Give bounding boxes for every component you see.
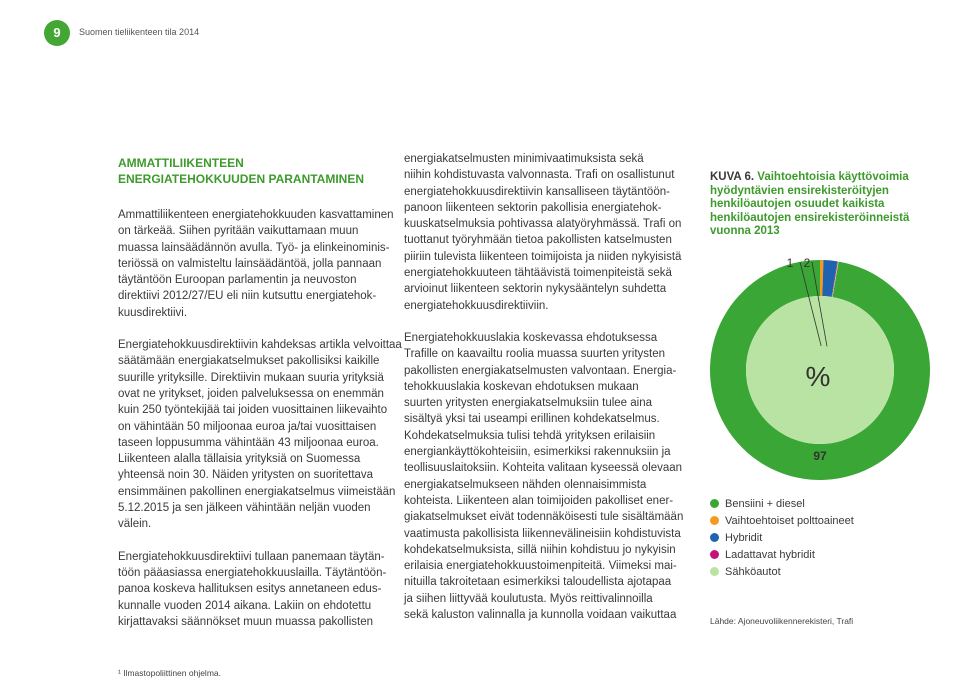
text-line: ovat ne yritykset, joiden palveluksessa on enemmän — [118, 387, 384, 400]
figure-number: KUVA 6. — [710, 171, 755, 183]
text-line: kirjattavaksi säännökset muun muassa pakollisten — [118, 615, 374, 628]
paragraph — [404, 330, 684, 623]
text-line: yhteensä noin 30. Näiden yritysten on suoritettava — [118, 469, 374, 482]
text-line: piiriin tulevista liikenteen toimijoista ja niiden nykyisistä — [404, 250, 682, 263]
text-line: giakatselmukset eivät todennäköisesti tule sisältämään — [404, 511, 684, 524]
legend-label: Bensiini + diesel — [725, 498, 805, 510]
text-line: töön pääasiassa energiatehokkuuslailla. Täytäntöön- — [118, 566, 387, 579]
text-line: suurten yritysten energiakatselmuksiin tulee aina — [404, 397, 653, 410]
text-line: kohdekatselmuksista, sillä niihin kohdistuu jo nykyisin — [404, 543, 676, 556]
text-line: Trafille on kaavailtu roolia muassa suurten yritysten — [404, 348, 665, 361]
figure-source: Lähde: Ajoneuvoliikennerekisteri, Trafi — [710, 616, 854, 626]
legend-item — [710, 496, 854, 513]
page-number-badge: 9 — [44, 20, 70, 46]
text-line: taseen loppusumma vähintään 43 miljoonaa euroa. — [118, 436, 379, 449]
text-line: Energiatehokkuusdirektiivin kahdeksas artikla velvoittaa — [118, 339, 402, 352]
legend-swatch — [710, 516, 719, 525]
heading-line: ENERGIATEHOKKUUDEN PARANTAMINEN — [118, 172, 364, 186]
paragraph — [118, 207, 394, 321]
legend-swatch — [710, 533, 719, 542]
data-label: 97 — [813, 449, 827, 463]
text-line: nituilla takroitetaan esimerkiksi taloudellista ajotapaa — [404, 576, 672, 589]
text-line: energiatehokkuusdirektiivin kansalliseen täytäntöön- — [404, 185, 670, 198]
text-line: direktiivi 2012/27/EU eli niin kutsuttu energiatehok- — [118, 290, 377, 303]
text-line: Liikenteen alalla tällaisia yrityksiä on Suomessa — [118, 453, 361, 466]
text-line: energiakatselmusten minimivaatimuksista sekä — [404, 153, 644, 165]
text-line: sekä kaluston valinnalla ja kunnolla voidaan vaikuttaa — [404, 609, 677, 622]
figure-title-line: Vaihtoehtoisia käyttövoimia — [757, 171, 909, 183]
text-line: Kohdekatselmuksia tulisi tehdä yrityksen erilaisiin — [404, 429, 656, 442]
text-line: Energiatehokkuusdirektiivi tullaan panemaan täytän- — [118, 550, 385, 563]
text-line: 5.12.2015 ja sen jälkeen vähintään neljän vuoden — [118, 502, 371, 515]
text-line: kunnalle vuoden 2014 aikana. Lakiin on ehdotettu — [118, 599, 372, 612]
legend-swatch — [710, 550, 719, 559]
text-line: kuuskatselmuksia pohtivassa alatyöryhmässä. Trafi on — [404, 218, 682, 231]
text-line: sisältyä yksi tai useampi erillinen kohdekatselmus. — [404, 413, 660, 426]
text-line: on tärkeää. Siihen pyritään vaikuttamaan muun — [118, 225, 359, 238]
text-line: panoa koskeva hallituksen esitys annetaneen edus- — [118, 583, 382, 596]
text-line: ja siihen liittyvää koulutusta. Myös reittivalinnoilla — [404, 592, 653, 605]
text-line: erilaisia energiatehokkuustoimenpiteitä. Viimeksi mai- — [404, 560, 677, 573]
text-line: pakollisten energiakatselmusten valvontaan. Energia- — [404, 364, 677, 377]
chart-legend — [710, 496, 854, 581]
center-label: % — [805, 361, 831, 392]
legend-swatch — [710, 567, 719, 576]
text-line: Ammattiliikenteen energiatehokkuuden kasvattaminen — [118, 209, 394, 221]
text-line: kuusdirektiivi. — [118, 306, 188, 319]
text-line: energiankäyttökohteisiin, esimerkiksi rakennuksiin ja — [404, 446, 671, 459]
text-line: tehokkuuslakia koskevan ehdotuksen mukaan — [404, 380, 639, 393]
figure-title — [710, 171, 950, 239]
section-heading — [118, 155, 388, 187]
text-line: tuottanut työryhmään tietoa pakollisten katselmusten — [404, 234, 672, 247]
text-column-2 — [404, 151, 684, 639]
text-line: on vähintään 50 miljoonaa euroa ja/tai vuosittaisen — [118, 420, 377, 433]
figure-title-line: henkilöautojen ensirekisteröinneistä — [710, 211, 910, 224]
legend-item — [710, 564, 854, 581]
outer-label: 1 — [786, 256, 794, 270]
paragraph — [404, 151, 684, 314]
legend-item — [710, 547, 854, 564]
paragraph — [118, 549, 394, 630]
heading-line: AMMATTILIIKENTEEN — [118, 156, 244, 170]
legend-label: Sähköautot — [725, 566, 781, 578]
legend-swatch — [710, 499, 719, 508]
text-line: välein. — [118, 518, 152, 531]
paragraph — [118, 337, 402, 533]
legend-label: Vaihtoehtoiset polttoaineet — [725, 515, 854, 527]
legend-item — [710, 513, 854, 530]
legend-label: Ladattavat hybridit — [725, 549, 815, 561]
outer-label: 2 — [803, 256, 811, 270]
text-line: energiatehokkuusdirektiiviin. — [404, 299, 549, 312]
footnote: ¹ Ilmastopoliittinen ohjelma. — [118, 668, 221, 678]
text-line: säätämään energiakatselmukset pakollisiksi kaikille — [118, 355, 380, 368]
running-title: Suomen tieliikenteen tila 2014 — [79, 27, 200, 37]
text-line: muassa lainsäädännön avulla. Työ- ja elinkeinominis- — [118, 241, 390, 254]
donut-chart — [700, 240, 940, 490]
text-line: energiakatselmukseen nähden olennaisimmista — [404, 478, 647, 491]
text-line: ensimmäinen pakollinen energiakatselmus viimeistään — [118, 485, 396, 498]
text-line: arvioinut liikenteen sektorin nykysääntelyn suhdetta — [404, 283, 667, 296]
text-line: Energiatehokkuuslakia koskevassa ehdotuksessa — [404, 331, 658, 344]
text-line: teollisuuslaitoksiin. Kohteita valitaan kyseessä olevaan — [404, 462, 683, 475]
figure-title-line: henkilöautojen osuudet kaikista — [710, 198, 885, 210]
text-line: täytäntöön Euroopan parlamentin ja neuvoston — [118, 274, 357, 287]
text-column-1 — [118, 207, 402, 646]
text-line: niihin kohdistuvasta valvonnasta. Trafi on osallistunut — [404, 169, 675, 182]
text-line: teriössä on valmisteltu lainsäädäntöä, jolla pannaan — [118, 257, 382, 270]
text-line: suurille yrityksille. Direktiivin mukaan suuria yrityksiä — [118, 371, 384, 384]
text-line: panoon liikenteen sektorin pakollisia energiatehok- — [404, 201, 662, 214]
text-line: energiatehokkuuteen tähtäävistä toimenpiteistä sekä — [404, 267, 672, 280]
figure-title-line: hyödyntävien ensirekisteröityjen — [710, 184, 889, 197]
legend-label: Hybridit — [725, 532, 763, 544]
figure-title-line: vuonna 2013 — [710, 225, 780, 237]
text-line: kohteista. Liikenteen alan toimijoiden pakolliset ener- — [404, 494, 674, 507]
text-line: vaatimusta pakollisista liikennevälineisiin kohdistuvista — [404, 527, 681, 540]
text-line: kuin 250 työntekijää tai joiden vuosittainen liikevaihto — [118, 404, 388, 417]
legend-item — [710, 530, 854, 547]
